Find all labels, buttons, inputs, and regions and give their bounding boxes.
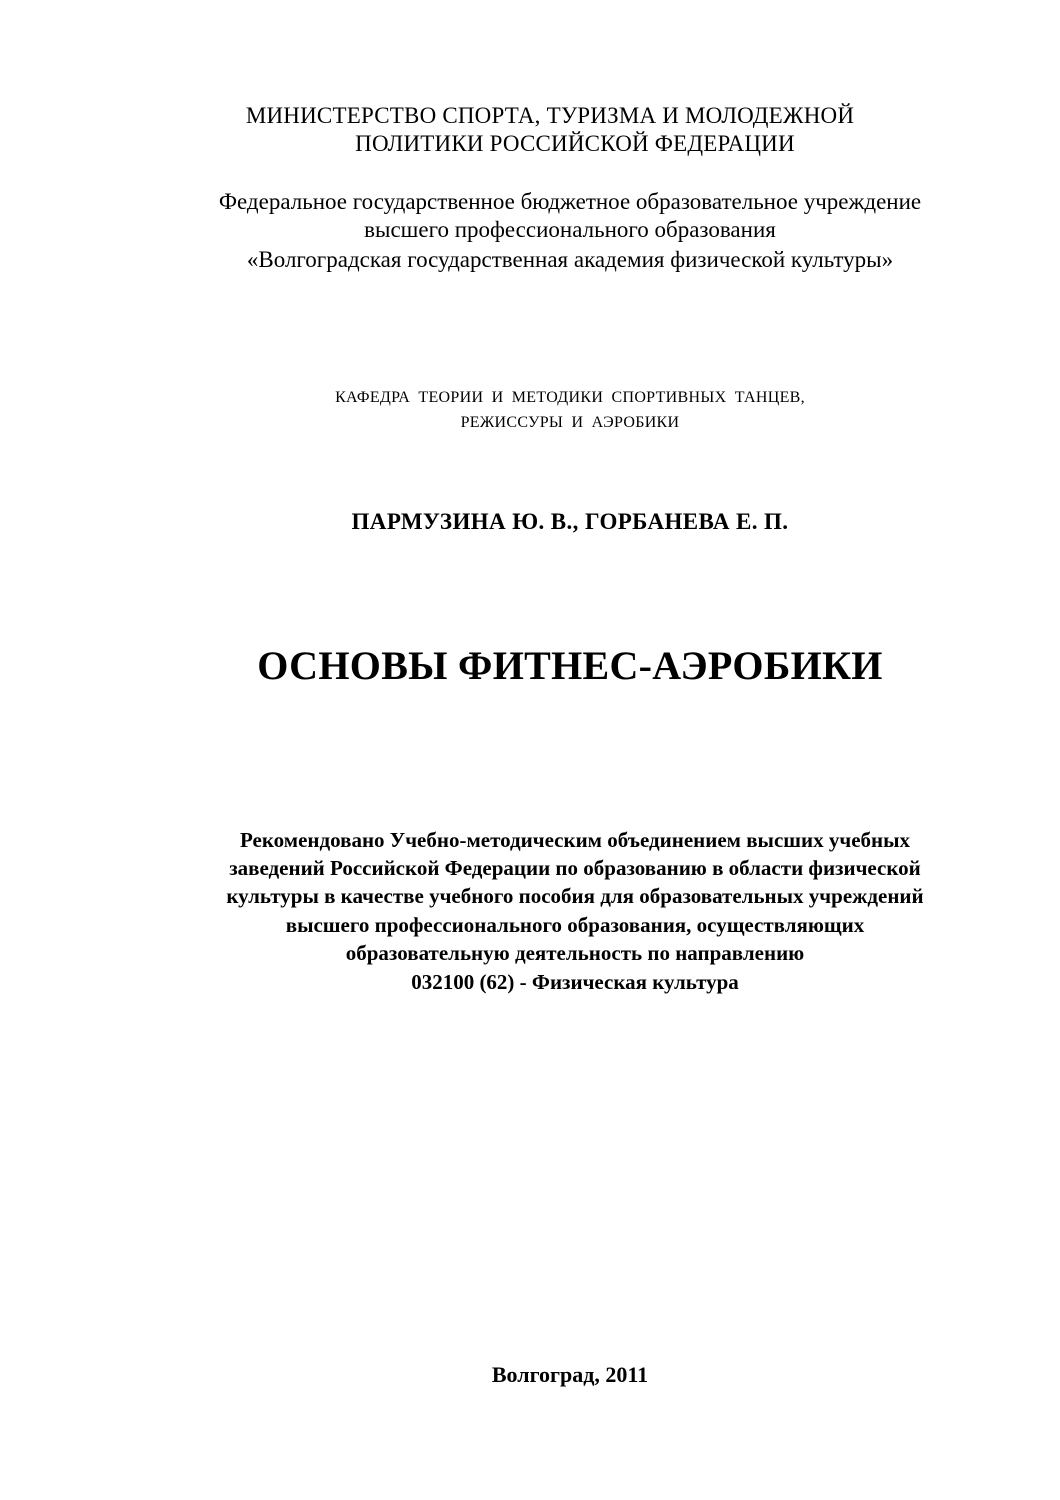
institution-line-1: Федеральное государственное бюджетное образовательное учреждение <box>218 189 922 214</box>
institution-line-2: высшего профессионального образования <box>364 217 776 242</box>
ministry-line-2: ПОЛИТИКИ РОССИЙСКОЙ ФЕДЕРАЦИИ <box>355 131 795 156</box>
recommendation-line-5: образовательную деятельность по направлению <box>345 941 805 965</box>
authors: ПАРМУЗИНА Ю. В., ГОРБАНЕВА Е. П. <box>351 509 789 534</box>
institution-line-3: «Волгоградская государственная академия физической культуры» <box>246 247 894 272</box>
department-line-2: РЕЖИССУРЫ И АЭРОБИКИ <box>460 414 680 431</box>
book-title: ОСНОВЫ ФИТНЕС-АЭРОБИКИ <box>257 643 883 688</box>
department-line-1: КАФЕДРА ТЕОРИИ И МЕТОДИКИ СПОРТИВНЫХ ТАНЦЕВ, <box>335 389 805 406</box>
recommendation-line-2: заведений Российской Федерации по образованию в области физической <box>229 856 921 880</box>
place-and-year: Волгоград, 2011 <box>491 1362 649 1387</box>
ministry-line-1: МИНИСТЕРСТВО СПОРТА, ТУРИЗМА И МОЛОДЕЖНОЙ <box>245 103 855 128</box>
recommendation-line-4: высшего профессионального образования, осуществляющих <box>285 913 865 937</box>
recommendation-line-3: культуры в качестве учебного пособия для образовательных учреждений <box>226 884 924 908</box>
recommendation-line-6: 032100 (62) - Физическая культура <box>411 970 739 994</box>
recommendation-line-1: Рекомендовано Учебно-методическим объединением высших учебных <box>239 828 911 852</box>
